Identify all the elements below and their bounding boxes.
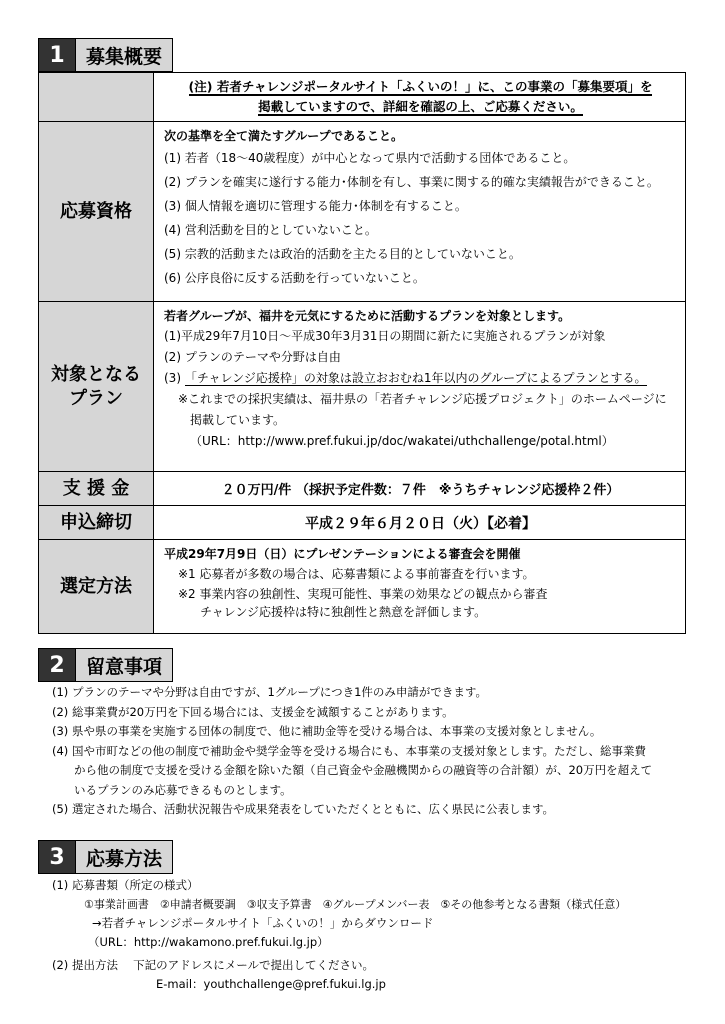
note-line: (1) プランのテーマや分野は自由ですが、1グループにつき1件のみ申請ができます。: [52, 685, 488, 699]
eligibility-item: (5) 宗教的活動または政治的活動を主たる目的としていないこと。: [164, 247, 521, 261]
notice-line-1: (注) 若者チャレンジポータルサイト「ふくいの！」に、この事業の「募集要項」を: [188, 79, 653, 94]
note-line: (3) 県や県の事業を実施する団体の制度で、他に補助金等を受ける場合は、本事業の支援対象としません。: [52, 724, 602, 738]
section-3-title: 応募方法: [75, 841, 172, 873]
eligibility-content: [154, 122, 686, 302]
application-download: →若者チャレンジポータルサイト「ふくいの！」からダウンロード: [92, 916, 434, 930]
target-plan-label: 対象となる プラン: [39, 302, 154, 472]
eligibility-item: (6) 公序良俗に反する活動を行っていないこと。: [164, 271, 425, 285]
eligibility-intro: 次の基準を全て満たすグループであること。: [164, 129, 404, 143]
note-line: (5) 選定された場合、活動状況報告や成果発表をしていただくとともに、広く県民に公表します。: [52, 802, 555, 816]
deadline-label: 申込締切: [39, 506, 154, 540]
section-1-header: [38, 38, 173, 72]
deadline-date: 平成２９年６月２０日（火）【必着】: [154, 506, 686, 540]
target-item-2: (2) プランのテーマや分野は自由: [164, 350, 341, 364]
target-url: （URL：http://www.pref.fukui.jp/doc/wakatei/uthchallenge/potal.html）: [190, 434, 614, 448]
notice-label-cell: [39, 73, 154, 122]
target-note-2: 掲載しています。: [190, 413, 286, 427]
selection-note-1: ※1 応募者が多数の場合は、応募書類による事前審査を行います。: [178, 567, 535, 581]
note-line: (2) 総事業費が20万円を下回る場合には、支援金を減額することがあります。: [52, 704, 454, 719]
note-line: から他の制度で支援を受ける金額を除いた額（自己資金や金融機関からの融資等の合計額）が、20万円を超えて: [74, 763, 653, 777]
application-line: (1) 応募書類（所定の様式）: [52, 878, 199, 892]
notice-line-2: 掲載していますので、詳細を確認の上、ご応募ください。: [258, 99, 583, 114]
support-label: 支 援 金: [39, 472, 154, 506]
section-3-number: 3: [39, 841, 75, 873]
selection-content: [154, 540, 686, 634]
application-line: (2) 提出方法 下記のアドレスにメールで提出してください。: [52, 958, 375, 972]
note-line: いるプランのみ応募できるものとします。: [74, 782, 292, 797]
notes-list: [52, 683, 702, 820]
eligibility-label: 応募資格: [39, 122, 154, 302]
target-item-3: (3) 「チャレンジ応援枠」の対象は設立おおむね1年以内のグループによるプランとする。: [164, 371, 647, 385]
recruitment-summary-table: [38, 72, 686, 634]
eligibility-item: (1) 若者（18～40歳程度）が中心となって県内で活動する団体であること。: [164, 151, 576, 165]
application-email[interactable]: E-mail：youthchallenge@pref.fukui.lg.jp: [156, 977, 386, 991]
selection-note-2b: チャレンジ応援枠は特に独創性と熱意を評価します。: [200, 605, 487, 619]
section-3-header: [38, 840, 173, 874]
target-plan-content: [154, 302, 686, 472]
selection-intro: 平成29年7月9日（日）にプレゼンテーションによる審査会を開催: [164, 547, 521, 561]
selection-note-2: ※2 事業内容の独創性、実現可能性、事業の効果などの観点から審査: [178, 587, 548, 601]
application-documents: ①事業計画書 ②申請者概要調 ③収支予算書 ④グループメンバー表 ⑤その他参考となる書類（様式任意）: [84, 898, 627, 911]
notice-cell: [154, 73, 686, 122]
note-line: (4) 国や市町などの他の制度で補助金や奨学金等を受ける場合にも、本事業の支援対象とします。ただし、総事業費: [52, 743, 647, 758]
target-item-1: (1)平成29年7月10日～平成30年3月31日の期間に新たに実施されるプランが対象: [164, 329, 606, 343]
section-2-title: 留意事項: [75, 649, 172, 681]
section-2-number: 2: [39, 649, 75, 681]
selection-label: 選定方法: [39, 540, 154, 634]
application-url[interactable]: （URL：http://wakamono.pref.fukui.lg.jp）: [88, 935, 329, 949]
target-note-1: ※これまでの採択実績は、福井県の「若者チャレンジ応援プロジェクト」のホームページに: [178, 392, 667, 406]
eligibility-item: (4) 営利活動を目的としていないこと。: [164, 223, 377, 237]
eligibility-item: (2) プランを確実に遂行する能力･体制を有し、事業に関する的確な実績報告ができること。: [164, 175, 659, 189]
section-1-number: 1: [39, 39, 75, 71]
section-2-header: [38, 648, 173, 682]
support-amount: ２０万円/件 （採択予定件数：７件 ※うちチャレンジ応援枠２件）: [154, 472, 686, 506]
eligibility-item: (3) 個人情報を適切に管理する能力･体制を有すること。: [164, 199, 467, 213]
application-method: [52, 876, 702, 994]
section-1-title: 募集概要: [75, 39, 172, 71]
target-intro: 若者グループが、福井を元気にするために活動するプランを対象とします。: [164, 309, 571, 323]
